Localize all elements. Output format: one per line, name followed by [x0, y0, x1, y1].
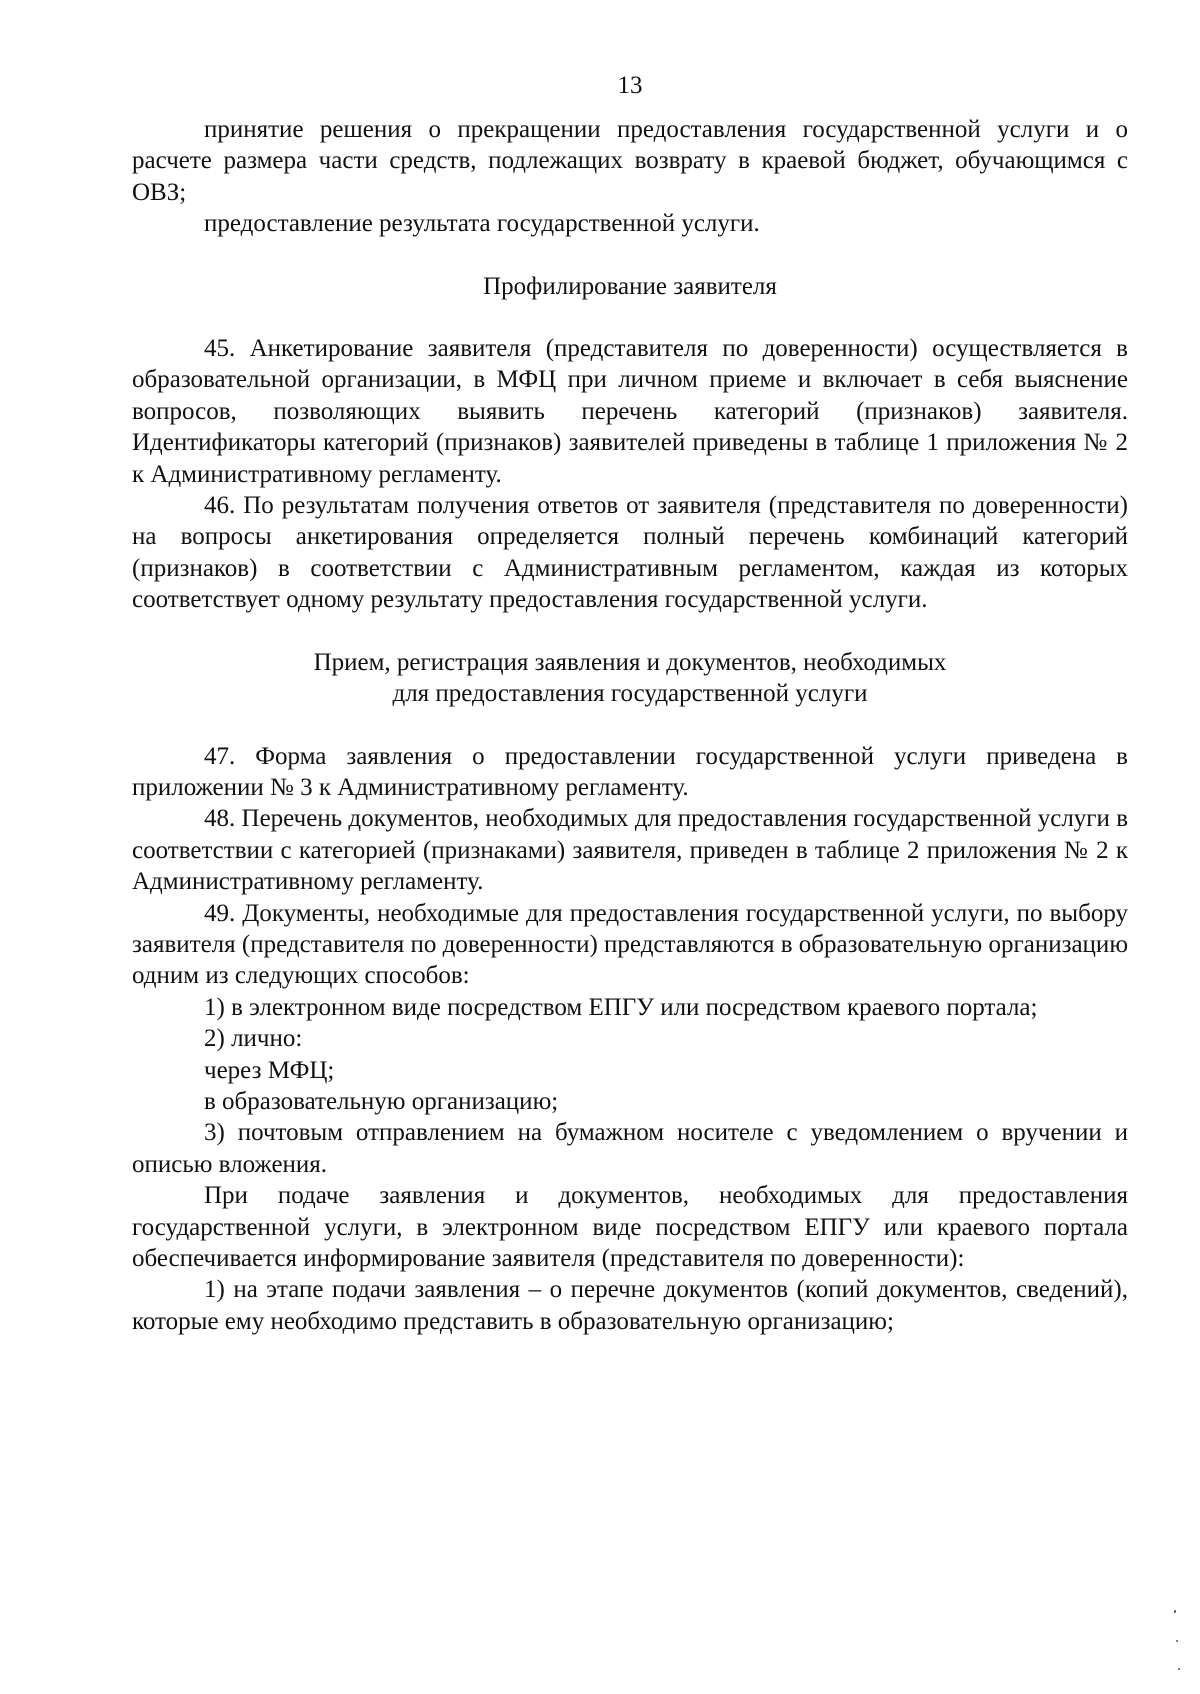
list-item-submission-stage: 1) на этапе подачи заявления – о перечне документов (копий документов, сведений), которые ему необходимо представить в образовательную организацию; [132, 1276, 1128, 1335]
section-heading-profiling: Профилирование заявителя [483, 272, 777, 300]
section-heading-reception-line-2: для предоставления государственной услуги [392, 680, 868, 708]
paragraph-48: 48. Перечень документов, необходимых для предоставления государственной услуги в соответствии с категорией (признаками) заявителя, приведен в таблице 2 приложения № 2 к Административному регламенту. [132, 805, 1128, 896]
section-heading-reception [132, 647, 1128, 710]
list-subitem-organization: в образовательную организацию; [204, 1087, 559, 1115]
list-subitem-mfc: через МФЦ; [204, 1056, 335, 1084]
paragraph-45: 45. Анкетирование заявителя (представителя по доверенности) осуществляется в образовательной организации, в МФЦ при личном приеме и включает в себя выяснение вопросов, позволяющих выявить перечень категорий (признаков) заявителя. Идентификаторы категорий (признаков) заявителей приведены в таблице 1 приложения № 2 к Административному регламенту. [132, 335, 1128, 488]
list-item-electronic: 1) в электронном виде посредством ЕПГУ или посредством краевого портала; [204, 993, 1038, 1021]
document-body [132, 114, 1128, 1337]
scan-speck [1176, 1640, 1178, 1642]
list-item-postal: 3) почтовым отправлением на бумажном носителе с уведомлением о вручении и описью вложения. [132, 1119, 1128, 1178]
scan-speck [1174, 1610, 1176, 1613]
paragraph-result-provision: предоставление результата государственной услуги. [204, 210, 760, 238]
scan-speck [1178, 1668, 1180, 1670]
paragraph-electronic-informing: При подаче заявления и документов, необходимых для предоставления государственной услуги, в электронном виде посредством ЕПГУ или краевого портала обеспечивается информирование заявителя (представителя по доверенности): [132, 1182, 1128, 1272]
paragraph-49: 49. Документы, необходимые для предоставления государственной услуги, по выбору заявителя (представителя по доверенности) представляются в образовательную организацию одним из следующих способов: [132, 899, 1128, 990]
paragraph-46: 46. По результатам получения ответов от заявителя (представителя по доверенности) на вопросы анкетирования определяется полный перечень комбинаций категорий (признаков) в соответствии с Административным регламентом, каждая из которых соответствует одному результату предоставления государственной услуги. [132, 492, 1128, 614]
paragraph-decision-termination: принятие решения о прекращении предоставления государственной услуги и о расчете размера части средств, подлежащих возврату в краевой бюджет, обучающимся с ОВЗ; [132, 116, 1128, 206]
list-item-in-person: 2) лично: [204, 1025, 303, 1053]
section-heading-reception-line-1: Прием, регистрация заявления и документов, необходимых [313, 648, 947, 676]
page-number: 13 [617, 72, 643, 99]
paragraph-47: 47. Форма заявления о предоставлении государственной услуги приведена в приложении № 3 к Административному регламенту. [132, 742, 1128, 801]
